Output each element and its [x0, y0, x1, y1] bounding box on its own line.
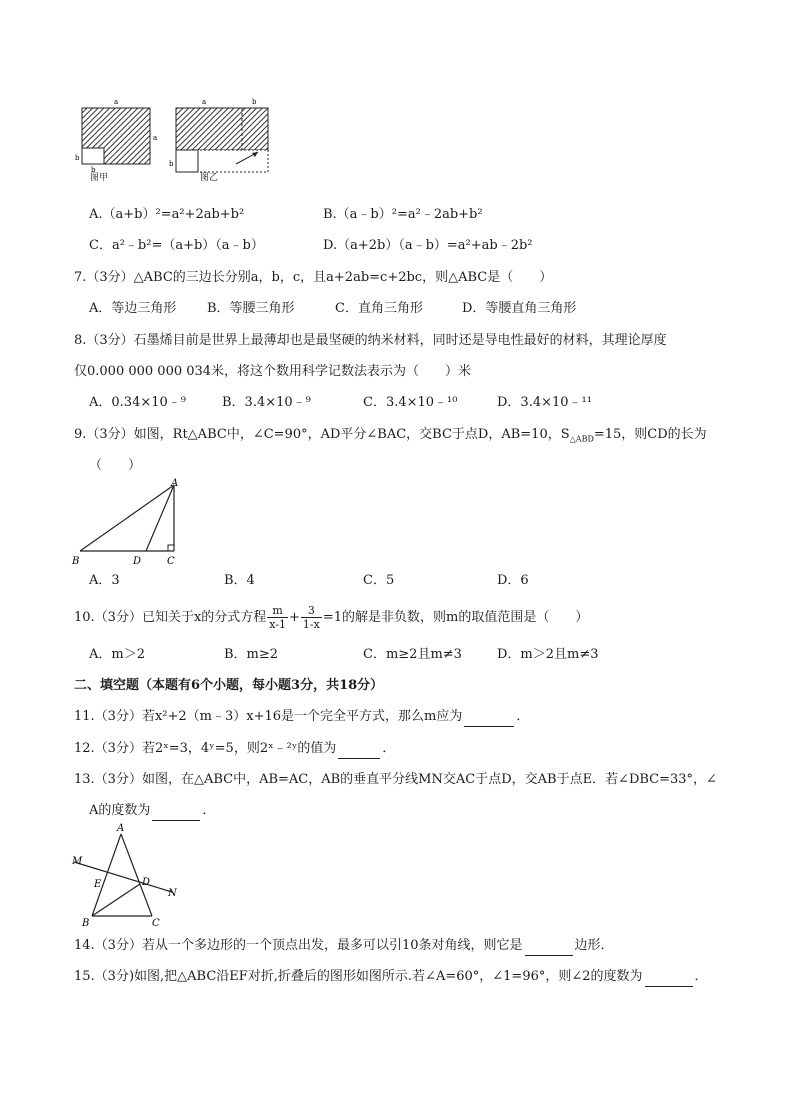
- q7-option-b[interactable]: B．等腰三角形: [207, 301, 295, 316]
- q13-answer-blank[interactable]: [152, 802, 200, 821]
- q10-stem-post: =1的解是非负数，则m的取值范围是（ ）: [322, 610, 589, 625]
- q8-option-a[interactable]: A．0.34×10﹣⁹: [89, 395, 186, 410]
- section2-heading: 二、填空题（本题有6个小题，每小题3分，共18分）: [74, 678, 384, 693]
- q15-stem-post: ．: [694, 969, 708, 984]
- q9-label-D: D: [133, 556, 142, 567]
- q9-label-A: A: [171, 478, 179, 489]
- q12-answer-blank[interactable]: [338, 740, 380, 759]
- q9-option-d[interactable]: D．6: [497, 573, 529, 588]
- q13-stem-line1: 13.（3分）如图，在△ABC中，AB=AC，AB的垂直平分线MN交AC于点D，交AB于点E．若∠DBC=33°，∠: [74, 772, 717, 787]
- q12-stem: [74, 740, 395, 759]
- q10-plus: +: [289, 610, 300, 625]
- q10-frac1-num: m: [267, 604, 288, 618]
- fig-left-label-top: a: [114, 98, 119, 106]
- fig-right-label-a: a: [202, 98, 207, 106]
- q14-answer-blank[interactable]: [525, 937, 573, 956]
- fig-left-label-small-side: b: [75, 154, 80, 162]
- q10-option-b[interactable]: B．m≥2: [224, 647, 279, 662]
- q6-option-a[interactable]: A.（a+b）²=a²+2ab+b²: [89, 207, 245, 222]
- q8-stem-line1: 8.（3分）石墨烯目前是世界上最薄却也是最坚硬的纳米材料，同时还是导电性最好的材料，其理论厚度: [74, 333, 667, 348]
- q13-stem-post: ．: [202, 803, 216, 818]
- q15-stem: [74, 968, 708, 987]
- fig-right-small: [176, 150, 198, 172]
- q10-frac1-den: x-1: [269, 618, 287, 631]
- q13-label-M: M: [72, 856, 83, 867]
- fig-right-rect: [176, 108, 268, 150]
- q9-stem-part2: =15，则CD的长为: [593, 427, 707, 442]
- fig-left-small-square: [82, 148, 104, 164]
- q8-option-b[interactable]: B．3.4×10﹣⁹: [222, 395, 311, 410]
- q13-label-D: D: [142, 877, 151, 888]
- q9-stem-sub: △ABD: [569, 434, 594, 444]
- q9-option-c[interactable]: C．5: [363, 573, 395, 588]
- q10-stem: [74, 603, 588, 633]
- q15-stem-pre: 15.（3分)如图,把△ABC沿EF对折,折叠后的图形如图所示.若∠A=60°，∠1=96°，则∠2的度数为: [74, 969, 643, 984]
- q10-frac2-num: 3: [301, 604, 322, 618]
- q8-stem-line2: 仅0.000 000 000 034米，将这个数用科学记数法表示为（ ）米: [74, 364, 472, 379]
- q11-answer-blank[interactable]: [464, 708, 514, 727]
- q13-figure: [68, 820, 193, 930]
- q15-answer-blank[interactable]: [645, 968, 693, 987]
- fig-right-label-b: b: [252, 98, 257, 106]
- q14-stem-post: 边形．: [574, 938, 614, 953]
- q13-segment-AC: [121, 834, 152, 916]
- q13-stem-pre: A的度数为: [89, 803, 151, 818]
- q10-option-d[interactable]: D．m＞2且m≠3: [497, 647, 599, 662]
- q9-stem-line2: （ ）: [89, 458, 142, 473]
- q14-stem: [74, 937, 614, 956]
- q13-label-N: N: [168, 888, 177, 899]
- q7-option-d[interactable]: D．等腰直角三角形: [462, 301, 577, 316]
- q12-stem-post: ．: [382, 741, 396, 756]
- q9-right-angle-mark: [168, 545, 174, 551]
- q6-option-b[interactable]: B.（a﹣b）²=a²﹣2ab+b²: [323, 207, 483, 222]
- q9-stem-line1: [74, 426, 707, 449]
- q6-figure: [70, 96, 280, 176]
- q10-fraction-2: [301, 604, 322, 631]
- q11-stem-post: ．: [516, 709, 530, 724]
- q13-line-MN: [74, 862, 172, 892]
- fig-left-label-small-bottom: b: [91, 166, 96, 174]
- q10-frac2-den: 1-x: [302, 618, 320, 631]
- q6-option-d[interactable]: D.（a+2b）（a﹣b）=a²+ab﹣2b²: [323, 238, 533, 253]
- q11-stem: [74, 708, 529, 727]
- q10-option-c[interactable]: C．m≥2且m≠3: [363, 647, 462, 662]
- fig-left-label-right: a: [153, 134, 158, 142]
- q9-option-a[interactable]: A．3: [89, 573, 120, 588]
- q14-stem-pre: 14.（3分）若从一个多边形的一个顶点出发，最多可以引10条对角线，则它是: [74, 938, 523, 953]
- q12-stem-pre: 12.（3分）若2ˣ=3，4ʸ=5，则2ˣ﹣²ʸ的值为: [74, 741, 337, 756]
- q10-option-a[interactable]: A．m＞2: [89, 647, 145, 662]
- q8-option-d[interactable]: D．3.4×10﹣¹¹: [497, 395, 592, 410]
- fig-left-caption-text: 图甲: [90, 173, 109, 183]
- q7-stem: 7.（3分）△ABC的三边长分别a，b，c，且a+2ab=c+2bc，则△ABC是（ ）: [74, 270, 553, 285]
- q6-option-c[interactable]: C．a²﹣b²=（a+b）（a﹣b）: [89, 238, 264, 253]
- q9-figure: [68, 478, 188, 568]
- fig-right-caption-text: 图乙: [200, 173, 219, 183]
- q13-label-B: B: [82, 918, 90, 929]
- q13-label-E: E: [94, 879, 102, 890]
- q9-label-B: B: [72, 556, 80, 567]
- q13-label-A: A: [117, 823, 125, 834]
- q10-stem-pre: 10.（3分）已知关于x的分式方程: [74, 610, 267, 625]
- fig-right-label-small-side: b: [169, 160, 174, 168]
- q8-option-c[interactable]: C．3.4×10﹣¹⁰: [363, 395, 458, 410]
- q11-stem-pre: 11.（3分）若x²+2（m﹣3）x+16是一个完全平方式，那么m应为: [74, 709, 463, 724]
- q10-fraction-1: [267, 604, 288, 631]
- q9-stem-part1: 9.（3分）如图，Rt△ABC中，∠C=90°，AD平分∠BAC，交BC于点D，AB=10，S: [74, 427, 570, 442]
- q13-stem-line2: [89, 802, 215, 821]
- q7-option-a[interactable]: A．等边三角形: [89, 301, 177, 316]
- q9-label-C: C: [167, 556, 175, 567]
- q9-option-b[interactable]: B．4: [224, 573, 255, 588]
- q7-option-c[interactable]: C．直角三角形: [335, 301, 423, 316]
- q13-label-C: C: [152, 918, 160, 929]
